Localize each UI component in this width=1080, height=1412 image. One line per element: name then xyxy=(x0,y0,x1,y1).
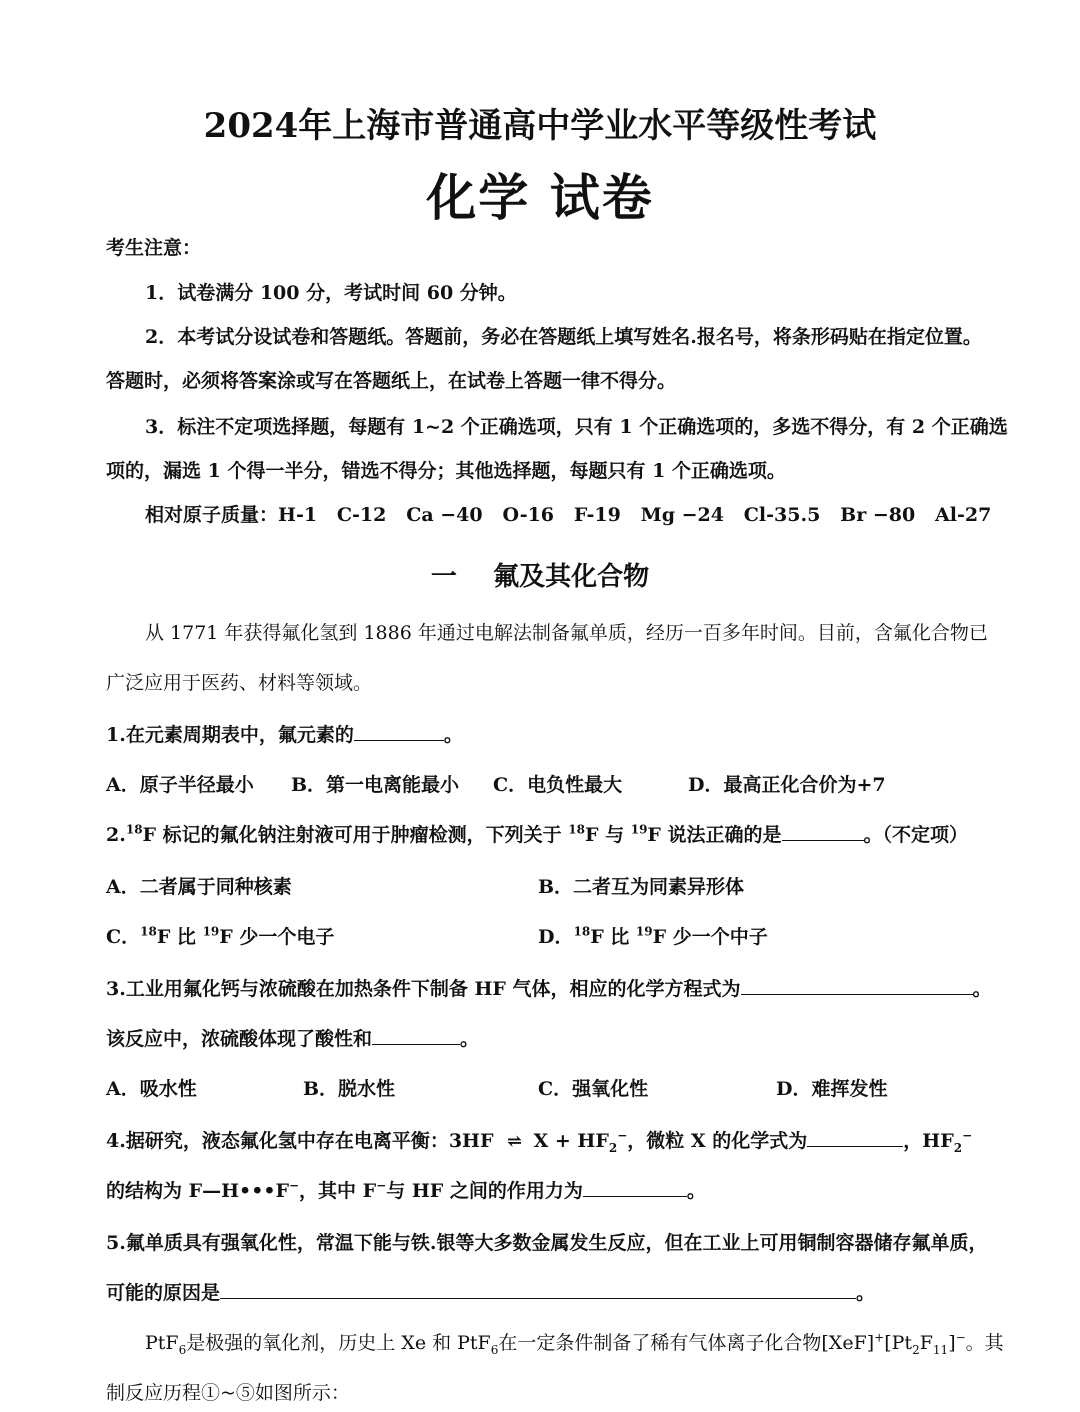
notice-item-2a: 2．本考试分设试卷和答题纸。答题前，务必在答题纸上填写姓名.报名号，将条形码贴在指定位置。 xyxy=(145,326,982,348)
charge-minus: − xyxy=(288,1178,300,1193)
question-3-line2 xyxy=(106,1024,479,1051)
q1-option-c[interactable]: C．电负性最大 xyxy=(493,774,623,796)
mass-number-18: 18 xyxy=(568,822,585,837)
answer-blank-3b[interactable] xyxy=(372,1026,460,1045)
question-4-text-b: X + HF xyxy=(533,1130,609,1152)
paper-title: 化学 试卷 xyxy=(426,168,654,227)
q2-option-c-label: C． xyxy=(106,926,141,948)
q3-option-b[interactable]: B．脱水性 xyxy=(303,1078,396,1100)
question-3-line2-text: 该反应中，浓硫酸体现了酸性和 xyxy=(106,1028,373,1050)
question-4-line2-b: ，其中 F xyxy=(299,1180,377,1202)
q1-option-b[interactable]: B．第一电离能最小 xyxy=(291,774,460,796)
charge-minus: − xyxy=(617,1128,628,1143)
q2-option-d[interactable] xyxy=(538,922,768,949)
ptf6-text-e: F xyxy=(919,1332,933,1354)
subscript-2: 2 xyxy=(953,1140,963,1155)
mass-number-19: 19 xyxy=(635,924,653,939)
q2-number: 2. xyxy=(106,824,126,846)
mass-number-18: 18 xyxy=(140,924,157,939)
charge-plus: + xyxy=(874,1330,885,1345)
charge-minus: − xyxy=(962,1128,973,1143)
question-4-text-d: ，HF xyxy=(903,1130,954,1152)
q2-option-a[interactable]: A．二者属于同种核素 xyxy=(106,876,292,898)
answer-blank-4a[interactable] xyxy=(807,1128,903,1147)
ptf6-paragraph xyxy=(145,1328,1004,1357)
question-2 xyxy=(106,820,968,847)
question-4-line2-a: 的结构为 F—H•••F xyxy=(106,1180,289,1202)
answer-blank-1[interactable] xyxy=(354,722,444,741)
q2-option-d-end: F 少一个中子 xyxy=(652,926,768,948)
question-4-text-a: 4.据研究，液态氟化氢中存在电离平衡：3HF xyxy=(106,1130,494,1152)
question-5-line2-text: 可能的原因是 xyxy=(106,1282,221,1304)
ptf6-text-a: PtF xyxy=(145,1332,179,1354)
answer-blank-2[interactable] xyxy=(782,822,864,841)
ptf6-text-b: 是极强的氧化剂，历史上 Xe 和 PtF xyxy=(186,1332,491,1354)
subscript-2: 2 xyxy=(608,1140,618,1155)
q1-option-a[interactable]: A．原子半径最小 xyxy=(106,774,254,796)
q2-option-c[interactable] xyxy=(106,922,334,949)
notice-heading: 考生注意： xyxy=(106,237,202,259)
ptf6-text-c: 在一定条件制备了稀有气体离子化合物[XeF] xyxy=(498,1332,875,1354)
q1-option-d[interactable]: D．最高正化合价为+7 xyxy=(688,774,886,796)
subscript-6: 6 xyxy=(490,1342,499,1357)
question-5-end: 。 xyxy=(856,1282,876,1304)
section-intro-a: 从 1771 年获得氟化氢到 1886 年通过电解法制备氟单质，经历一百多年时间。目前，含氟化合物已 xyxy=(145,622,988,644)
ptf6-text-f: ] xyxy=(948,1332,956,1354)
equilibrium-arrow-icon: ⇌ xyxy=(506,1131,521,1152)
q2-text-a: F 标记的氟化钠注射液可用于肿瘤检测，下列关于 xyxy=(142,824,569,846)
notice-item-1: 1．试卷满分 100 分，考试时间 60 分钟。 xyxy=(145,282,517,304)
q2-option-d-label: D． xyxy=(538,926,574,948)
question-5-stem: 5.氟单质具有强氧化性，常温下能与铁.银等大多数金属发生反应，但在工业上可用铜制容器储存氟单质， xyxy=(106,1232,988,1254)
q2-option-b[interactable]: B．二者互为同素异形体 xyxy=(538,876,745,898)
question-4-line2 xyxy=(106,1176,706,1203)
question-1-end: 。 xyxy=(443,724,463,746)
q2-text-b: F 与 xyxy=(584,824,631,846)
charge-minus: − xyxy=(955,1330,966,1345)
subscript-6: 6 xyxy=(178,1342,187,1357)
q2-option-d-text: F 比 xyxy=(590,926,636,948)
question-4-text-c: ，微粒 X 的化学式为 xyxy=(627,1130,808,1152)
mass-number-19: 19 xyxy=(202,924,220,939)
question-3-line2-end: 。 xyxy=(460,1028,480,1050)
notice-item-2b: 答题时，必须将答案涂或写在答题纸上，在试卷上答题一律不得分。 xyxy=(106,370,677,392)
ptf6-text-d: [Pt xyxy=(884,1332,913,1354)
atomic-mass-line: 相对原子质量：H-1 C-12 Ca −40 O-16 F-19 Mg −24 Cl-35.5 Br −80 Al-27 xyxy=(145,504,992,526)
question-1 xyxy=(106,720,463,747)
q2-option-c-end: F 少一个电子 xyxy=(219,926,335,948)
question-3-stem: 3.工业用氟化钙与浓硫酸在加热条件下制备 HF 气体，相应的化学方程式为 xyxy=(106,978,741,1000)
q3-option-d[interactable]: D．难挥发性 xyxy=(776,1078,888,1100)
question-4-line2-c: 与 HF 之间的作用力为 xyxy=(386,1180,583,1202)
q2-option-c-text: F 比 xyxy=(156,926,203,948)
section-intro-b: 广泛应用于医药、材料等领域。 xyxy=(106,672,373,694)
exam-title: 2024年上海市普通高中学业水平等级性考试 xyxy=(203,106,877,146)
notice-item-3a: 3．标注不定项选择题，每题有 1~2 个正确选项，只有 1 个正确选项的，多选不得分，有 2 个正确选 xyxy=(145,416,1008,438)
answer-blank-5[interactable] xyxy=(220,1280,856,1299)
mass-number-19: 19 xyxy=(630,822,648,837)
question-1-stem: 1.在元素周期表中，氟元素的 xyxy=(106,724,354,746)
q2-text-d: 。（不定项） xyxy=(863,824,969,846)
question-3-end: 。 xyxy=(972,978,992,1000)
subscript-2: 2 xyxy=(912,1342,920,1357)
q2-text-c: F 说法正确的是 xyxy=(647,824,782,846)
q3-option-a[interactable]: A．吸水性 xyxy=(106,1078,197,1100)
ptf6-text-g: 。其 xyxy=(965,1332,1004,1354)
answer-blank-4b[interactable] xyxy=(583,1178,687,1197)
q3-option-c[interactable]: C．强氧化性 xyxy=(538,1078,649,1100)
question-4 xyxy=(106,1126,972,1155)
subscript-11: 11 xyxy=(932,1342,949,1357)
question-4-line2-end: 。 xyxy=(686,1180,706,1202)
notice-item-3b: 项的，漏选 1 个得一半分，错选不得分；其他选择题，每题只有 1 个正确选项。 xyxy=(106,460,786,482)
question-3 xyxy=(106,974,992,1001)
ptf6-line2: 制反应历程①~⑤如图所示： xyxy=(106,1382,350,1404)
charge-minus: − xyxy=(376,1178,387,1193)
mass-number-18: 18 xyxy=(125,822,143,837)
section-title: 一 氟及其化合物 xyxy=(430,562,650,592)
question-5-line2 xyxy=(106,1278,875,1305)
mass-number-18: 18 xyxy=(573,924,591,939)
answer-blank-3a[interactable] xyxy=(741,976,973,995)
